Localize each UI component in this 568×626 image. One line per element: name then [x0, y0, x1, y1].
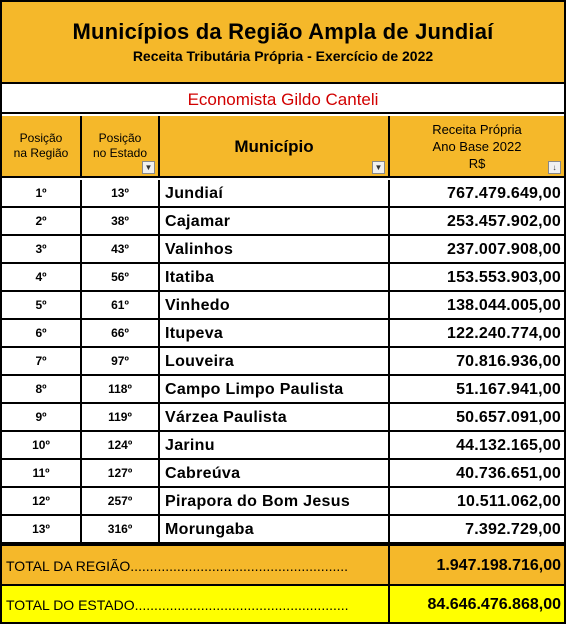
total-regiao-value: 1.947.198.716,00: [436, 557, 561, 574]
cell-posicao-estado: 118º: [82, 376, 160, 402]
page-subtitle: Receita Tributária Própria - Exercício de 2022: [132, 48, 434, 64]
cell-posicao-regiao: 9º: [2, 404, 82, 430]
table-row: [2, 180, 564, 208]
header-posicao-regiao-line2: na Região: [13, 146, 69, 160]
author-line: Economista Gildo Canteli: [2, 86, 564, 114]
cell-municipio: Itatiba: [160, 264, 390, 290]
table-row: [2, 404, 564, 432]
header-municipio: [160, 116, 390, 178]
total-estado-value: 84.646.476.868,00: [427, 596, 561, 613]
cell-receita: 253.457.902,00: [446, 213, 561, 230]
cell-posicao-estado: 38º: [82, 208, 160, 234]
cell-municipio: Jundiaí: [160, 180, 390, 206]
cell-posicao-regiao: 11º: [2, 460, 82, 486]
sort-descending-icon[interactable]: ↓: [548, 161, 561, 174]
cell-receita: 122.240.774,00: [446, 325, 561, 342]
table-row: [2, 460, 564, 488]
cell-municipio: Cabreúva: [160, 460, 390, 486]
cell-posicao-regiao: 1º: [2, 180, 82, 206]
cell-posicao-estado: 97º: [82, 348, 160, 374]
table-row: [2, 236, 564, 264]
header-posicao-regiao: [2, 116, 82, 178]
cell-municipio: Vinhedo: [160, 292, 390, 318]
title-banner: [2, 2, 564, 84]
cell-posicao-estado: 124º: [82, 432, 160, 458]
header-receita: [390, 116, 564, 178]
cell-receita: 70.816.936,00: [456, 353, 561, 370]
cell-posicao-regiao: 2º: [2, 208, 82, 234]
table-row: [2, 432, 564, 460]
cell-posicao-regiao: 5º: [2, 292, 82, 318]
cell-posicao-regiao: 6º: [2, 320, 82, 346]
header-posicao-estado-line1: Posição: [98, 131, 142, 145]
cell-municipio: Jarinu: [160, 432, 390, 458]
page-title: Municípios da Região Ampla de Jundiaí: [72, 19, 494, 44]
table-row: [2, 264, 564, 292]
table-row: [2, 320, 564, 348]
cell-posicao-estado: 56º: [82, 264, 160, 290]
cell-receita: 767.479.649,00: [446, 185, 561, 202]
header-receita-line1: Receita Própria: [432, 122, 522, 137]
cell-municipio: Cajamar: [160, 208, 390, 234]
cell-municipio: Louveira: [160, 348, 390, 374]
table-row: [2, 488, 564, 516]
total-regiao-label: TOTAL DA REGIÃO........................................................: [6, 558, 349, 574]
filter-dropdown-icon[interactable]: ▼: [142, 161, 155, 174]
filter-dropdown-icon[interactable]: ▼: [372, 161, 385, 174]
cell-municipio: Valinhos: [160, 236, 390, 262]
table-row: [2, 348, 564, 376]
table-row: [2, 376, 564, 404]
cell-posicao-estado: 257º: [82, 488, 160, 514]
header-receita-line2: Ano Base 2022: [432, 139, 522, 154]
cell-municipio: Pirapora do Bom Jesus: [160, 488, 390, 514]
cell-posicao-estado: 127º: [82, 460, 160, 486]
table-row: [2, 516, 564, 544]
header-municipio-label: Município: [234, 137, 314, 156]
table-row: [2, 208, 564, 236]
cell-receita: 10.511.062,00: [456, 493, 561, 510]
total-estado-label: TOTAL DO ESTADO.......................................................: [6, 597, 349, 613]
cell-posicao-regiao: 7º: [2, 348, 82, 374]
cell-municipio: Morungaba: [160, 516, 390, 542]
cell-posicao-regiao: 10º: [2, 432, 82, 458]
cell-receita: 44.132.165,00: [456, 437, 561, 454]
cell-receita: 153.553.903,00: [446, 269, 561, 286]
total-regiao-row: [2, 544, 564, 586]
cell-receita: 7.392.729,00: [465, 521, 561, 538]
cell-posicao-estado: 316º: [82, 516, 160, 542]
cell-posicao-regiao: 8º: [2, 376, 82, 402]
cell-municipio: Campo Limpo Paulista: [160, 376, 390, 402]
cell-posicao-regiao: 12º: [2, 488, 82, 514]
cell-posicao-estado: 61º: [82, 292, 160, 318]
cell-posicao-regiao: 13º: [2, 516, 82, 542]
cell-receita: 40.736.651,00: [456, 465, 561, 482]
cell-receita: 50.657.091,00: [456, 409, 561, 426]
cell-posicao-estado: 43º: [82, 236, 160, 262]
table-row: [2, 292, 564, 320]
cell-receita: 138.044.005,00: [446, 297, 561, 314]
cell-posicao-estado: 13º: [82, 180, 160, 206]
header-posicao-estado: [82, 116, 160, 178]
cell-posicao-regiao: 3º: [2, 236, 82, 262]
header-posicao-regiao-line1: Posição: [19, 131, 63, 145]
cell-receita: 237.007.908,00: [446, 241, 561, 258]
header-receita-line3: R$: [468, 156, 486, 171]
cell-posicao-estado: 119º: [82, 404, 160, 430]
cell-posicao-estado: 66º: [82, 320, 160, 346]
header-posicao-estado-line2: no Estado: [92, 146, 148, 160]
cell-posicao-regiao: 4º: [2, 264, 82, 290]
cell-municipio: Várzea Paulista: [160, 404, 390, 430]
total-estado-row: [2, 586, 564, 622]
cell-municipio: Itupeva: [160, 320, 390, 346]
cell-receita: 51.167.941,00: [456, 381, 561, 398]
